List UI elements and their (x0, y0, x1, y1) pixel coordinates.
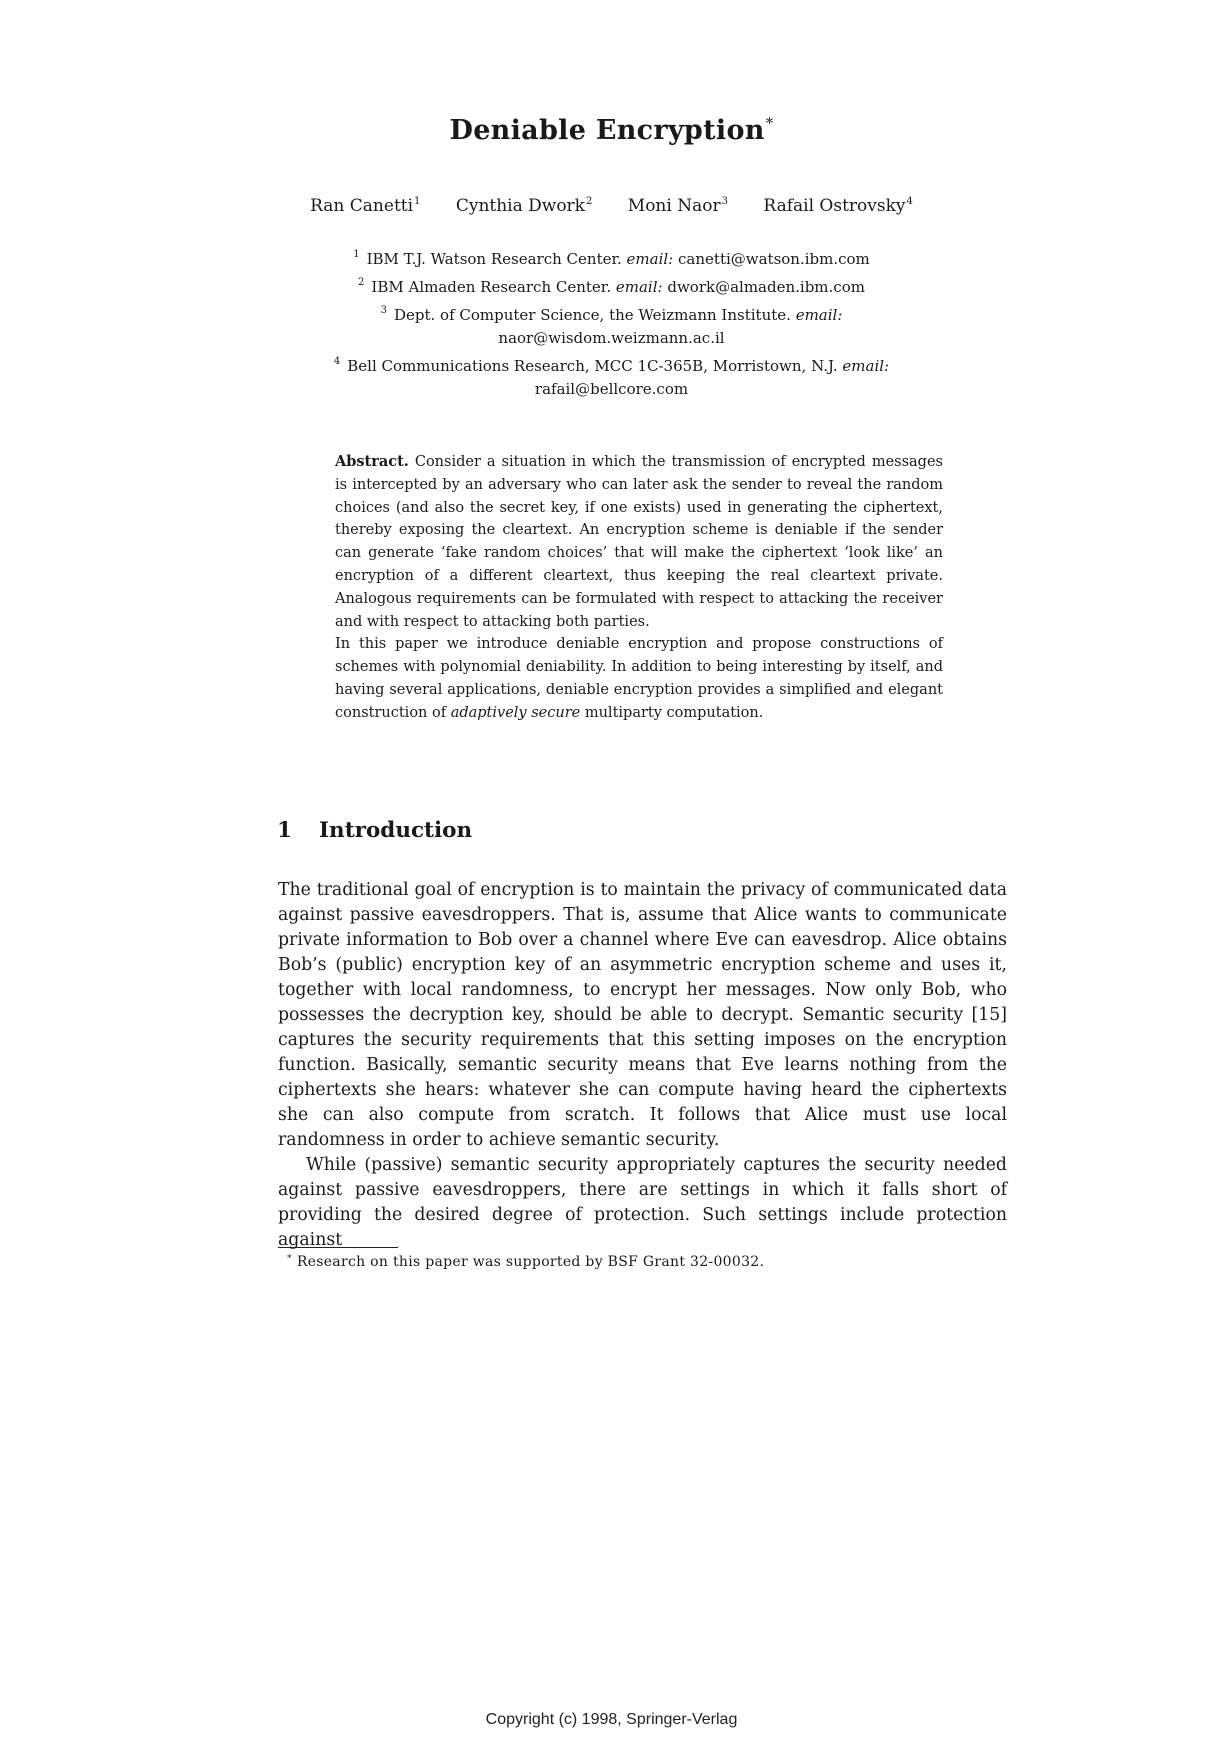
footnote-mark: * (287, 1254, 292, 1264)
body-text (278, 878, 1007, 1253)
copyright-notice: Copyright (c) 1998, Springer-Verlag (485, 1711, 738, 1728)
abstract-label: Abstract. (335, 453, 409, 470)
section-heading (277, 818, 472, 843)
section-number: 1 (277, 818, 292, 843)
email: naor@wisdom.weizmann.ac.il (498, 329, 725, 347)
author: Rafail Ostrovsky$^4$ (763, 196, 913, 216)
affiliation: $^2$ IBM Almaden Research Center. email: dwork@almaden.ibm.com (358, 277, 865, 296)
body-paragraph: While (passive) semantic security appropriately captures the security needed against passive eavesdroppers, there are settings in which it falls short of providing the desired degree of protection. Such settings include protection against (278, 1155, 1007, 1250)
abstract-paragraph: Abstract. Consider a situation in which the transmission of encrypted messages is intercepted by an adversary who can later ask the sender to reveal the random choices (and also the secret key, if one exists) used in generating the ciphertext, thereby exposing the cleartext. An encryption scheme is deniable if the sender can generate ‘fake random choices’ that will make the ciphertext ‘look like’ an encryption of a different cleartext, thus keeping the real cleartext private. Analogous requirements can be formulated with respect to attacking the receiver and with respect to attacking both parties. (335, 453, 943, 630)
footnote: * Research on this paper was supported by BSF Grant 32-00032. (287, 1254, 765, 1270)
affiliation: $^4$ Bell Communications Research, MCC 1C-365B, Morristown, N.J. email: (333, 356, 890, 375)
footnote-rule (278, 1247, 398, 1248)
email: rafail@bellcore.com (534, 380, 689, 398)
section-title: Introduction (319, 818, 473, 843)
body-paragraph: The traditional goal of encryption is to maintain the privacy of communicated data against passive eavesdroppers. That is, assume that Alice wants to communicate private information to Bob over a channel where Eve can eavesdrop. Alice obtains Bob’s (public) encryption key of an asymmetric encryption scheme and uses it, together with local randomness, to encrypt her messages. Now only Bob, who possesses the decryption key, should be able to decrypt. Semantic security [15] captures the security requirements that this setting imposes on the encryption function. Basically, semantic security means that Eve learns nothing from the ciphertexts she hears: whatever she can compute having heard the ciphertexts she can also compute from scratch. It follows that Alice must use local randomness in order to achieve semantic security. (278, 880, 1007, 1150)
affiliation: $^1$ IBM T.J. Watson Research Center. email: canetti@watson.ibm.com (353, 249, 870, 268)
abstract-paragraph: In this paper we introduce deniable encryption and propose constructions of schemes with polynomial deniability. In addition to being interesting by itself, and having several applications, deniable encryption provides a simplified and elegant construction of adaptively secure multiparty computation. (335, 636, 943, 721)
paper-title (0, 114, 1223, 146)
author: Ran Canetti$^1$ (310, 196, 421, 216)
abstract (335, 451, 943, 725)
email: canetti@watson.ibm.com (678, 250, 870, 268)
affiliation: $^3$ Dept. of Computer Science, the Weizmann Institute. email: (380, 305, 843, 324)
affiliations (200, 243, 1023, 401)
author-list (0, 196, 1223, 216)
author: Moni Naor$^3$ (627, 196, 728, 216)
title-footnote-mark: * (765, 114, 774, 132)
title-text: Deniable Encryption (449, 115, 765, 146)
email: dwork@almaden.ibm.com (667, 278, 865, 296)
author: Cynthia Dwork$^2$ (455, 196, 593, 216)
